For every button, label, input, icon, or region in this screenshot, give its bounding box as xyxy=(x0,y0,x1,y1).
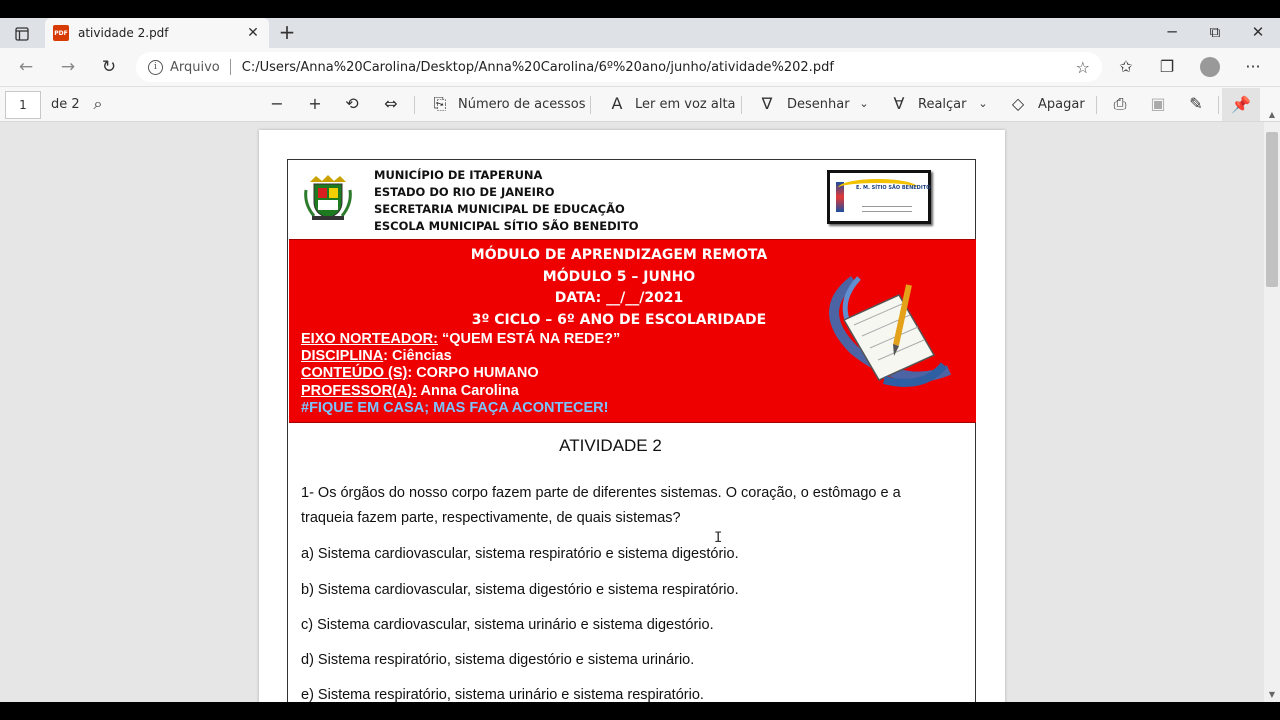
question-text: 1- Os órgãos do nosso corpo fazem parte de diferentes sistemas. O coração, o estômago e a xyxy=(301,485,901,501)
erase-button[interactable]: Apagar xyxy=(1038,97,1085,112)
page-number-input[interactable]: 1 xyxy=(5,91,41,119)
zoom-in-icon[interactable]: + xyxy=(308,94,322,113)
address-bar[interactable] xyxy=(136,52,1102,82)
banner-line: 3º CICLO – 6º ANO DE ESCOLARIDADE xyxy=(471,311,767,328)
pdf-viewer[interactable] xyxy=(0,122,1264,702)
tab-close-icon[interactable]: ✕ xyxy=(247,25,259,41)
professor-field xyxy=(301,383,620,400)
answer-option: e) Sistema respiratório, sistema urinário e sistema respiratório. xyxy=(301,687,704,702)
browser-window xyxy=(0,18,1280,702)
search-icon[interactable]: ⌕ xyxy=(93,94,103,113)
vertical-scrollbar[interactable] xyxy=(1264,110,1280,702)
eixo-field xyxy=(301,331,620,348)
field-label: PROFESSOR(A): xyxy=(301,382,417,399)
tab-bar xyxy=(0,18,1280,48)
scrollbar-thumb[interactable] xyxy=(1266,132,1278,287)
banner-line: DATA: __/__/2021 xyxy=(554,290,684,306)
field-value: Anna Carolina xyxy=(417,382,519,399)
tab-active[interactable] xyxy=(45,18,269,48)
header-line: ESTADO DO RIO DE JANEIRO xyxy=(374,185,555,199)
add-favorite-icon[interactable]: ☆ xyxy=(1075,57,1090,77)
profile-avatar[interactable] xyxy=(1200,57,1220,77)
scroll-up-icon[interactable]: ▲ xyxy=(1268,110,1276,119)
pin-toolbar-icon[interactable]: 📌 xyxy=(1222,88,1260,121)
pdf-page xyxy=(259,130,1005,702)
field-value: “QUEM ESTÁ NA REDE?” xyxy=(437,331,621,347)
disciplina-field xyxy=(301,348,620,365)
security-label: Arquivo xyxy=(170,59,220,75)
answer-option: d) Sistema respiratório, sistema digestório e sistema urinário. xyxy=(301,652,695,668)
save-icon[interactable]: ▣ xyxy=(1150,94,1166,113)
field-label: EIXO NORTEADOR: xyxy=(301,331,438,347)
chevron-down-icon[interactable]: ⌄ xyxy=(978,97,988,110)
print-icon[interactable]: ⎙ xyxy=(1113,94,1127,113)
activity-title: ATIVIDADE 2 xyxy=(559,436,662,455)
header-text-block xyxy=(374,167,639,235)
save-as-icon[interactable]: ✎ xyxy=(1189,94,1203,113)
read-aloud-button[interactable]: Ler em voz alta xyxy=(635,97,736,112)
toolbar-divider xyxy=(741,96,742,114)
access-count-button[interactable]: Número de acessos xyxy=(458,97,586,112)
answer-option: b) Sistema cardiovascular, sistema digestório e sistema respiratório. xyxy=(301,582,739,598)
toolbar-divider xyxy=(414,96,415,114)
restore-button[interactable]: ⧉ xyxy=(1209,23,1221,41)
read-aloud-icon[interactable]: A xyxy=(611,94,623,113)
more-menu-icon[interactable]: ··· xyxy=(1245,57,1261,76)
address-divider xyxy=(230,59,231,75)
back-button[interactable]: ← xyxy=(18,57,34,77)
header-line: ESCOLA MUNICIPAL SÍTIO SÃO BENEDITO xyxy=(374,219,639,233)
page-total: de 2 xyxy=(51,97,80,112)
info-icon[interactable]: i xyxy=(148,60,163,75)
field-label: CONTEÚDO (S) xyxy=(301,365,408,382)
refresh-button[interactable]: ↻ xyxy=(101,57,117,77)
banner-fields xyxy=(301,331,620,417)
module-banner xyxy=(289,239,976,423)
answer-option: a) Sistema cardiovascular, sistema respiratório e sistema digestório. xyxy=(301,546,739,562)
header-line: SECRETARIA MUNICIPAL DE EDUCAÇÃO xyxy=(374,202,625,216)
field-label: DISCIPLINA xyxy=(301,348,384,365)
field-value: : CORPO HUMANO xyxy=(407,365,539,382)
tab-title: atividade 2.pdf xyxy=(78,26,169,40)
pdf-toolbar xyxy=(0,86,1280,122)
text-cursor-icon: I xyxy=(714,530,723,546)
minimize-button[interactable]: ─ xyxy=(1167,23,1177,41)
header-line: MUNICÍPIO DE ITAPERUNA xyxy=(374,168,543,182)
toolbar-divider xyxy=(1218,96,1219,114)
rotate-icon[interactable]: ⟲ xyxy=(345,94,359,113)
collections-icon[interactable]: ❐ xyxy=(1159,57,1175,76)
tab-actions-button[interactable] xyxy=(8,23,36,45)
conteudo-field xyxy=(301,365,620,382)
question-text: traqueia fazem parte, respectivamente, de quais sistemas? xyxy=(301,510,681,526)
chevron-down-icon[interactable]: ⌄ xyxy=(859,97,869,110)
answer-option: c) Sistema cardiovascular, sistema urinário e sistema digestório. xyxy=(301,617,714,633)
document-frame xyxy=(287,159,976,702)
fit-page-icon[interactable]: ⇔ xyxy=(384,94,398,113)
field-value: : Ciências xyxy=(383,348,452,365)
school-logo xyxy=(827,170,931,224)
zoom-out-icon[interactable]: − xyxy=(270,94,284,113)
page-view-icon[interactable]: ⎘ xyxy=(433,94,447,113)
toolbar-divider xyxy=(1096,96,1097,114)
address-toolbar xyxy=(0,48,1280,86)
draw-icon[interactable]: ∇ xyxy=(761,94,773,113)
url-text[interactable]: C:/Users/Anna%20Carolina/Desktop/Anna%20Carolina/6º%20ano/junho/atividade%202.pdf xyxy=(241,59,834,75)
highlight-button[interactable]: Realçar xyxy=(918,97,967,112)
draw-button[interactable]: Desenhar xyxy=(787,97,850,112)
banner-line: MÓDULO DE APRENDIZAGEM REMOTA xyxy=(470,247,768,263)
eraser-icon[interactable]: ◇ xyxy=(1011,94,1025,113)
logo-text: E. M. SÍTIO SÃO BENEDITO xyxy=(856,185,931,191)
pdf-icon: PDF xyxy=(53,25,69,41)
forward-button[interactable]: → xyxy=(60,57,76,77)
logo-subtext-lines xyxy=(862,206,912,212)
toolbar-divider xyxy=(590,96,591,114)
close-window-button[interactable]: ✕ xyxy=(1251,23,1265,41)
notebook-pencil-icon xyxy=(824,270,954,395)
favorites-icon[interactable]: ✩ xyxy=(1119,57,1133,76)
new-tab-button[interactable]: + xyxy=(278,20,296,44)
fique-em-casa-text: #FIQUE EM CASA; MAS FAÇA ACONTECER! xyxy=(301,399,609,416)
tab-actions-icon xyxy=(15,27,29,41)
scroll-down-icon[interactable]: ▼ xyxy=(1268,690,1276,699)
highlight-icon[interactable]: ∀ xyxy=(893,94,905,113)
municipal-crest-logo xyxy=(302,172,354,222)
banner-line: MÓDULO 5 – JUNHO xyxy=(542,268,696,285)
